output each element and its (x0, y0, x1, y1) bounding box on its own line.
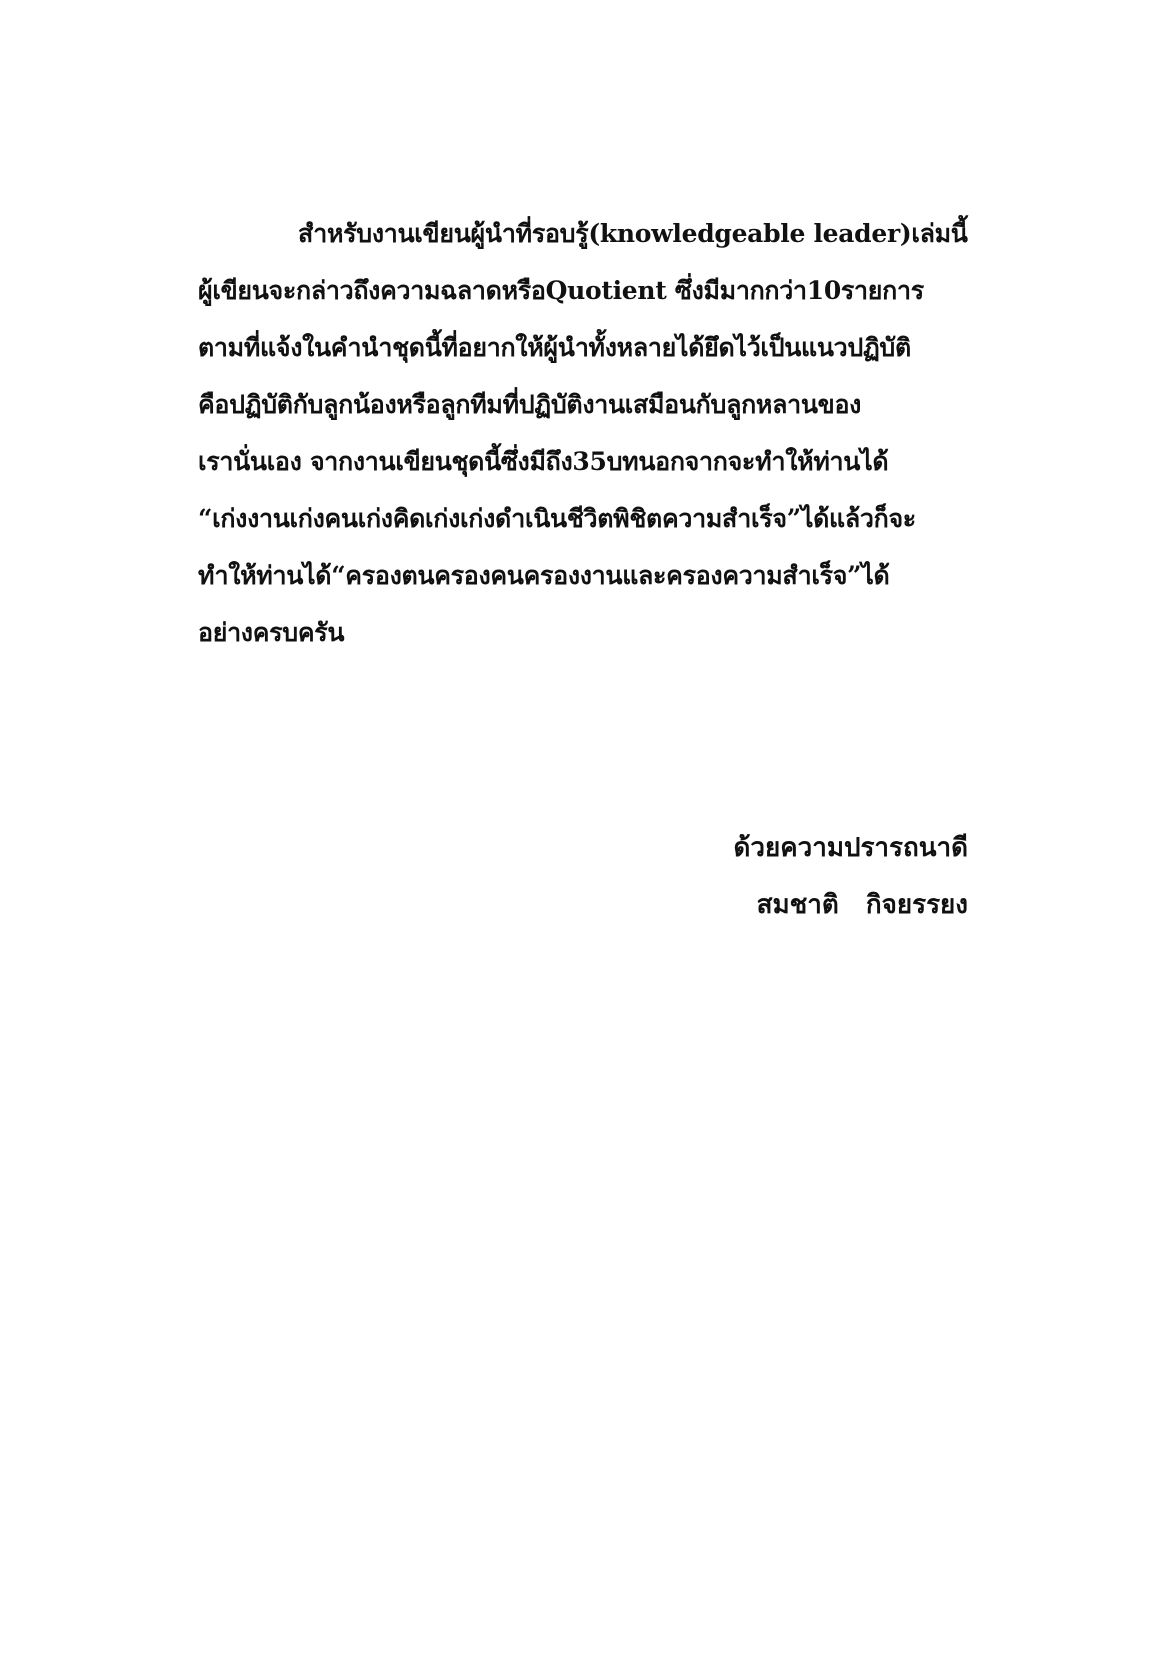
paragraph-line: “เก่งงานเก่งคนเก่งคิดเก่งเก่งดำเนินชีวิตพิชิตความสำเร็จ”ได้แล้วก็จะ (198, 504, 916, 533)
paragraph-line: ทำให้ท่านได้“ครองตนครองคนครองงานและครองความสำเร็จ”ได้ (198, 561, 890, 590)
paragraph-line: ตามที่แจ้งในคำนำชุดนี้ที่อยากให้ผู้นำทั้งหลายได้ยึดไว้เป็นแนวปฏิบัติ (198, 333, 911, 362)
paragraph-line: ผู้เขียนจะกล่าวถึงความฉลาดหรือQuotient ซึ่งมีมากกว่า10รายการ (198, 276, 924, 305)
signature-block (734, 820, 968, 934)
paragraph-line: เรานั่นเอง จากงานเขียนชุดนี้ซึ่งมีถึง35บทนอกจากจะทำให้ท่านได้ (198, 447, 889, 476)
body-paragraph (198, 205, 968, 661)
paragraph-line: สำหรับงานเขียนผู้นำที่รอบรู้(knowledgeable leader)เล่มนี้ (298, 219, 968, 248)
paragraph-line: คือปฏิบัติกับลูกน้องหรือลูกทีมที่ปฏิบัติงานเสมือนกับลูกหลานของ (198, 390, 862, 419)
author-name: สมชาติ กิจยรรยง (756, 890, 968, 920)
closing-text: ด้วยความปรารถนาดี (733, 833, 968, 863)
paragraph-line: อย่างครบครัน (198, 618, 345, 647)
